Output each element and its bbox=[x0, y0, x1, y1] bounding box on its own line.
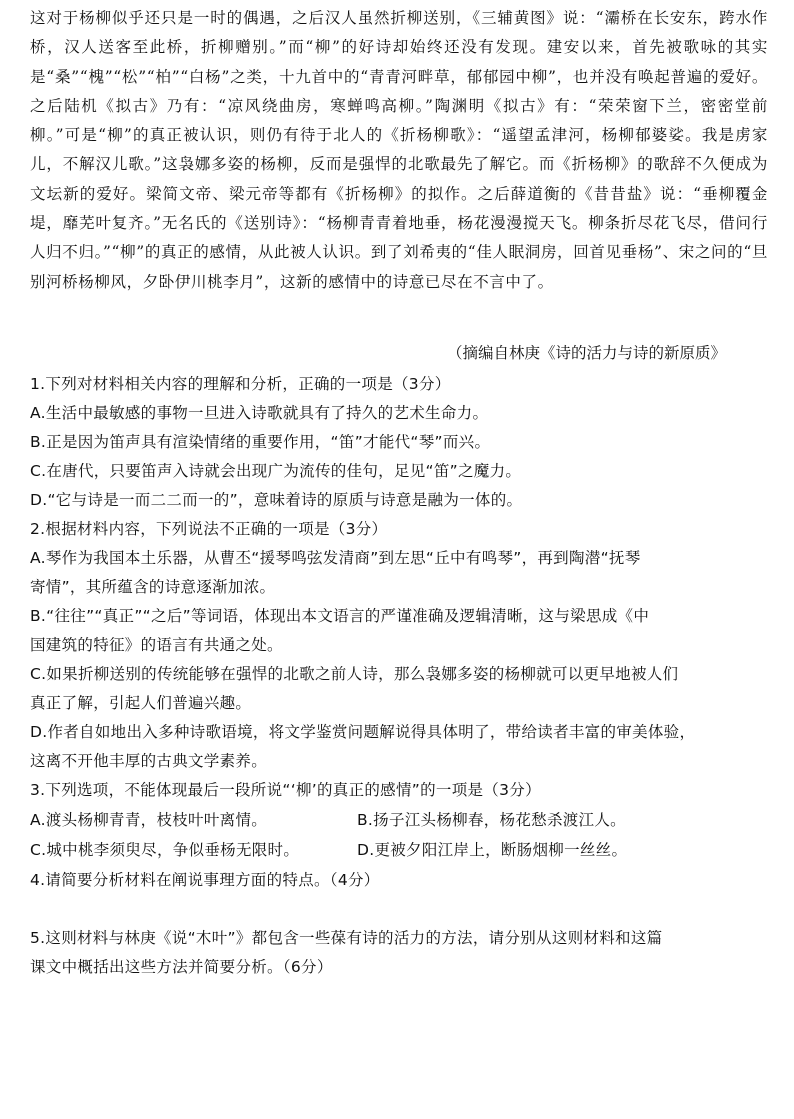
question-3-option-a: A.渡头杨柳青青，枝枝叶叶离情。 bbox=[30, 811, 268, 829]
passage-paragraph: 这对于杨柳似乎还只是一时的偶遇，之后汉人虽然折柳送别，《三辅黄图》说：“灞桥在长安东，跨水作桥，汉人送客至此桥，折柳赠别。”而“柳”的好诗却始终还没有发现。建安以来，首先被歌咏的其实是“桑”“槐”“松”“柏”“白杨”之类，十九首中的“青青河畔草，郁郁园中柳”，也并没有唤起普遍的爱好。之后陆机《拟古》乃有：“凉风绕曲房，寒蝉鸣高柳。”陶渊明《拟古》有：“荣荣窗下兰，密密堂前柳。”可是“柳”的真正被认识，则仍有待于北人的《折杨柳歌》：“遥望孟津河，杨柳郁婆娑。我是虏家儿，不解汉儿歌。”这袅娜多姿的杨柳，反而是强悍的北歌最先了解它。而《折杨柳》的歌辞不久便成为文坛新的爱好。梁简文帝、梁元帝等都有《折杨柳》的拟作。之后薛道衡的《昔昔盐》说：“垂柳覆金堤，靡芜叶复齐。”无名氏的《送别诗》：“杨柳青青着地垂，杨花漫漫搅天飞。柳条折尽花飞尽，借问行人归不归。”“柳”的真正的感情，从此被人认识。到了刘希夷的“佳人眠洞房，回首见垂杨”、宋之问的“旦别河桥杨柳风，夕卧伊川桃李月”，这新的感情中的诗意已尽在不言中了。 bbox=[30, 9, 768, 291]
question-1-option-c: C.在唐代，只要笛声入诗就会出现广为流传的佳句，足见“笛”之魔力。 bbox=[30, 462, 522, 480]
question-1-option-a: A.生活中最敏感的事物一旦进入诗歌就具有了持久的艺术生命力。 bbox=[30, 404, 489, 422]
question-2-option-c-line2: 真正了解，引起人们普遍兴趣。 bbox=[30, 694, 252, 712]
question-2-option-d-line2: 这离不开他丰厚的古典文学素养。 bbox=[30, 752, 268, 770]
question-4-stem: 4.请简要分析材料在阐说事理方面的特点。（4分） bbox=[30, 871, 380, 889]
question-3-option-d: D.更被夕阳江岸上，断肠烟柳一丝丝。 bbox=[357, 841, 628, 859]
question-3-stem: 3.下列选项，不能体现最后一段所说“‘柳’的真正的感情”的一项是（3分） bbox=[30, 781, 541, 799]
question-3-option-b: B.扬子江头杨柳春，杨花愁杀渡江人。 bbox=[357, 811, 626, 829]
question-2-option-d-line1: D.作者自如地出入多种诗歌语境，将文学鉴赏问题解说得具体明了，带给读者丰富的审美体验， bbox=[30, 723, 696, 741]
question-2-stem: 2.根据材料内容，下列说法不正确的一项是（3分） bbox=[30, 520, 388, 538]
question-5-stem-line1: 5.这则材料与林庚《说“木叶”》都包含一些葆有诗的活力的方法，请分别从这则材料和这篇 bbox=[30, 929, 663, 947]
question-2-option-a-line1: A.琴作为我国本土乐器，从曹丕“援琴鸣弦发清商”到左思“丘中有鸣琴”，再到陶潜“抚琴 bbox=[30, 549, 641, 567]
question-3-option-c: C.城中桃李须臾尽，争似垂杨无限时。 bbox=[30, 841, 300, 859]
question-1-stem: 1.下列对材料相关内容的理解和分析，正确的一项是（3分） bbox=[30, 375, 451, 393]
question-2-option-b-line2: 国建筑的特征》的语言有共通之处。 bbox=[30, 636, 283, 654]
question-1-option-b: B.正是因为笛声具有渲染情绪的重要作用，“笛”才能代“琴”而兴。 bbox=[30, 433, 491, 451]
question-1-option-d: D.“它与诗是一而二二而一的”，意味着诗的原质与诗意是融为一体的。 bbox=[30, 491, 523, 509]
question-5-stem-line2: 课文中概括出这些方法并简要分析。（6分） bbox=[30, 958, 333, 976]
question-2-option-c-line1: C.如果折柳送别的传统能够在强悍的北歌之前人诗，那么袅娜多姿的杨柳就可以更早地被人们 bbox=[30, 665, 679, 683]
question-2-option-b-line1: B.“往往”“真正”“之后”等词语，体现出本文语言的严谨准确及逻辑清晰，这与梁思成《中 bbox=[30, 607, 650, 625]
question-2-option-a-line2: 寄情”，其所蕴含的诗意逐渐加浓。 bbox=[30, 578, 276, 596]
passage-source: （摘编自林庚《诗的活力与诗的新原质》 bbox=[446, 344, 726, 362]
